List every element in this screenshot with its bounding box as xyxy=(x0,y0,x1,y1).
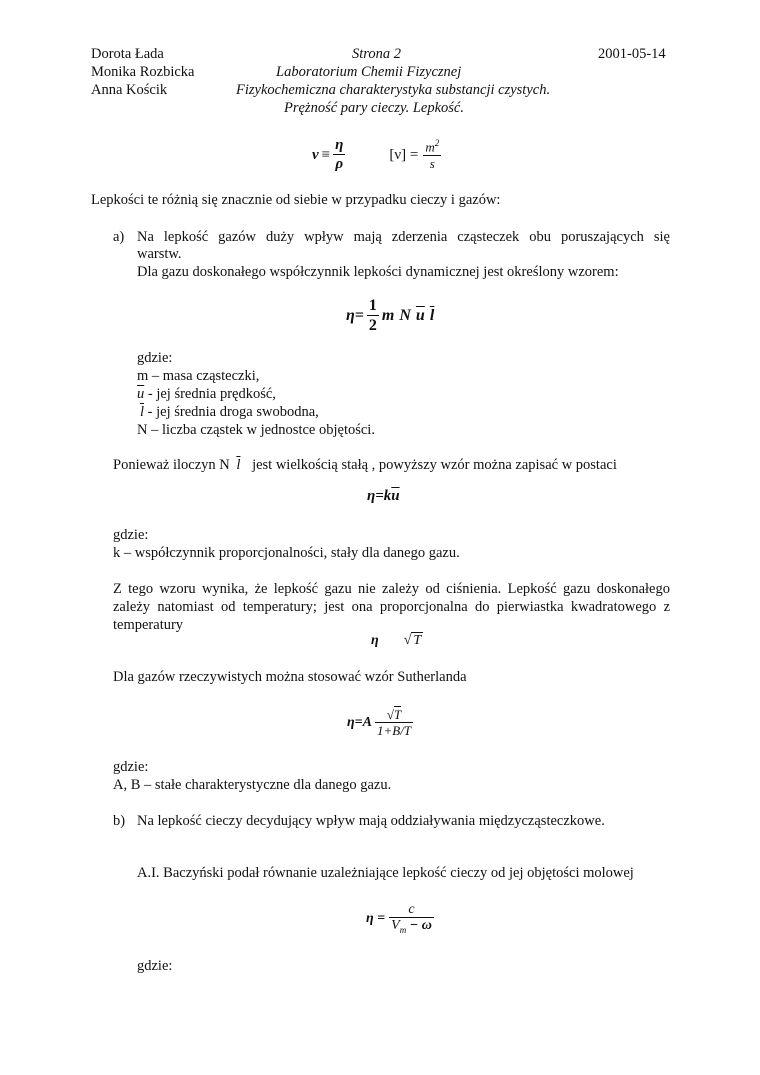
sqrt-sign: √ xyxy=(403,633,412,648)
eta-over-rho xyxy=(333,137,345,173)
a-m-desc: m – masa cząsteczki, xyxy=(137,368,260,384)
eta-symbol: η xyxy=(335,137,344,154)
doc-title-line2: Prężność pary cieczy. Lepkość. xyxy=(284,100,464,116)
bacz-minus-omega: − ω xyxy=(406,918,432,934)
page-number: Strona 2 xyxy=(352,46,402,62)
suth-den: 1+B/T xyxy=(377,722,412,738)
list-marker-b: b) xyxy=(113,813,126,829)
since-line xyxy=(113,457,617,474)
unit-fraction xyxy=(423,139,441,171)
since-l-bar: $\overline{l}$ xyxy=(236,457,241,473)
conclusion-line1: Z tego wzoru wynika, że lepkość gazu nie zależy od ciśnienia. Lepkość gazu doskonałego xyxy=(113,581,670,597)
a-line2: warstw. xyxy=(137,246,182,262)
a-u-desc-row xyxy=(137,386,276,403)
intro-text: Lepkości te różnią się znacznie od siebie w przypadku cieczy i gazów: xyxy=(91,192,501,208)
sym-N: N xyxy=(399,307,411,324)
bacz-c: c xyxy=(389,902,434,918)
conclusion-line2: zależy natomiast od temperatury; jest ona proporcjonalna do pierwiastka kwadratowego z xyxy=(113,599,670,615)
a-l-desc-row xyxy=(137,404,319,421)
author-1: Dorota Łada xyxy=(91,46,164,62)
bacz-m-sub: m xyxy=(399,925,407,936)
author-3: Anna Kościk xyxy=(91,82,168,98)
sutherland-equation xyxy=(347,703,413,743)
gas-viscosity-equation xyxy=(346,296,434,336)
since-pre: Ponieważ iloczyn N xyxy=(113,457,230,473)
author-2: Monika Rozbicka xyxy=(91,64,195,80)
unit-lhs: [ν] = xyxy=(389,146,419,163)
unit-exp: 2 xyxy=(434,137,440,148)
T-symbol: T xyxy=(413,633,422,648)
sqrt-T xyxy=(404,633,423,649)
rho-symbol: ρ xyxy=(335,155,344,172)
l-bar-symbol: $\overline{l}$ xyxy=(140,404,145,420)
half-den: 2 xyxy=(368,316,377,334)
list-marker-a: a) xyxy=(113,229,125,245)
eta-eq-b: η = xyxy=(366,911,386,926)
sym-l-bar: $\overline{l}$ xyxy=(429,307,435,324)
k-where: gdzie: xyxy=(113,527,149,543)
sutherland-fraction xyxy=(375,708,413,739)
b-text: Na lepkość cieczy decydujący wpływ mają oddziaływania międzycząsteczkowe. xyxy=(137,813,605,829)
unit-s: s xyxy=(429,155,435,171)
date: 2001-05-14 xyxy=(598,46,666,62)
suth-desc: A, B – stałe charakterystyczne dla danego gazu. xyxy=(113,777,392,793)
suth-T: T xyxy=(393,706,402,722)
half-num: 1 xyxy=(368,297,377,315)
b-where: gdzie: xyxy=(137,958,173,974)
unit-m: m xyxy=(425,139,435,155)
suth-sqrt-sign: √ xyxy=(386,706,394,722)
a-line1: Na lepkość gazów duży wpływ mają zderzenia cząsteczek obu poruszających się xyxy=(137,229,670,245)
eta-symbol-prop: η xyxy=(371,633,379,648)
a-where: gdzie: xyxy=(137,350,173,366)
suth-where: gdzie: xyxy=(113,759,149,775)
one-half xyxy=(367,297,379,335)
doc-title-line1: Fizykochemiczna charakterystyka substancji czystych. xyxy=(236,82,551,98)
a-N-desc: N – liczba cząstek w jednostce objętości. xyxy=(137,422,375,438)
baczynski-text: A.I. Baczyński podał równanie uzależniające lepkość cieczy od jej objętości molowej xyxy=(137,865,634,881)
eta-ku-equation xyxy=(367,488,400,505)
a-line3: Dla gazu doskonałego współczynnik lepkości dynamicznej jest określony wzorem: xyxy=(137,264,619,280)
u-bar-k: $\overline{u}$ xyxy=(391,488,400,504)
eta-eq-k: η=k xyxy=(367,488,392,504)
l-desc: - jej średnia droga swobodna, xyxy=(144,404,319,420)
since-post: jest wielkością stałą , powyższy wzór można zapisać w postaci xyxy=(252,457,617,473)
sym-m: m xyxy=(381,307,395,324)
eta-prop-sqrtT xyxy=(371,633,423,649)
sym-u-bar: $\overline{u}$ xyxy=(415,307,425,324)
equiv-sign: ≡ xyxy=(321,146,331,163)
u-bar-symbol: $\overline{u}$ xyxy=(137,386,145,402)
eta-equals: η= xyxy=(346,307,364,324)
k-desc: k – współczynnik proporcjonalności, stały dla danego gazu. xyxy=(113,545,460,561)
lab-name: Laboratorium Chemii Fizycznej xyxy=(276,64,462,80)
sutherland-text: Dla gazów rzeczywistych można stosować wzór Sutherlanda xyxy=(113,669,467,685)
baczynski-equation xyxy=(366,898,434,940)
kinematic-viscosity-equation xyxy=(312,134,441,176)
nu-symbol: ν xyxy=(312,146,319,163)
u-desc: - jej średnia prędkość, xyxy=(144,386,276,402)
conclusion-line3: temperatury xyxy=(113,617,184,633)
baczynski-fraction xyxy=(389,902,434,936)
bacz-V: V xyxy=(391,918,400,934)
eta-eq-A: η=A xyxy=(347,715,372,730)
